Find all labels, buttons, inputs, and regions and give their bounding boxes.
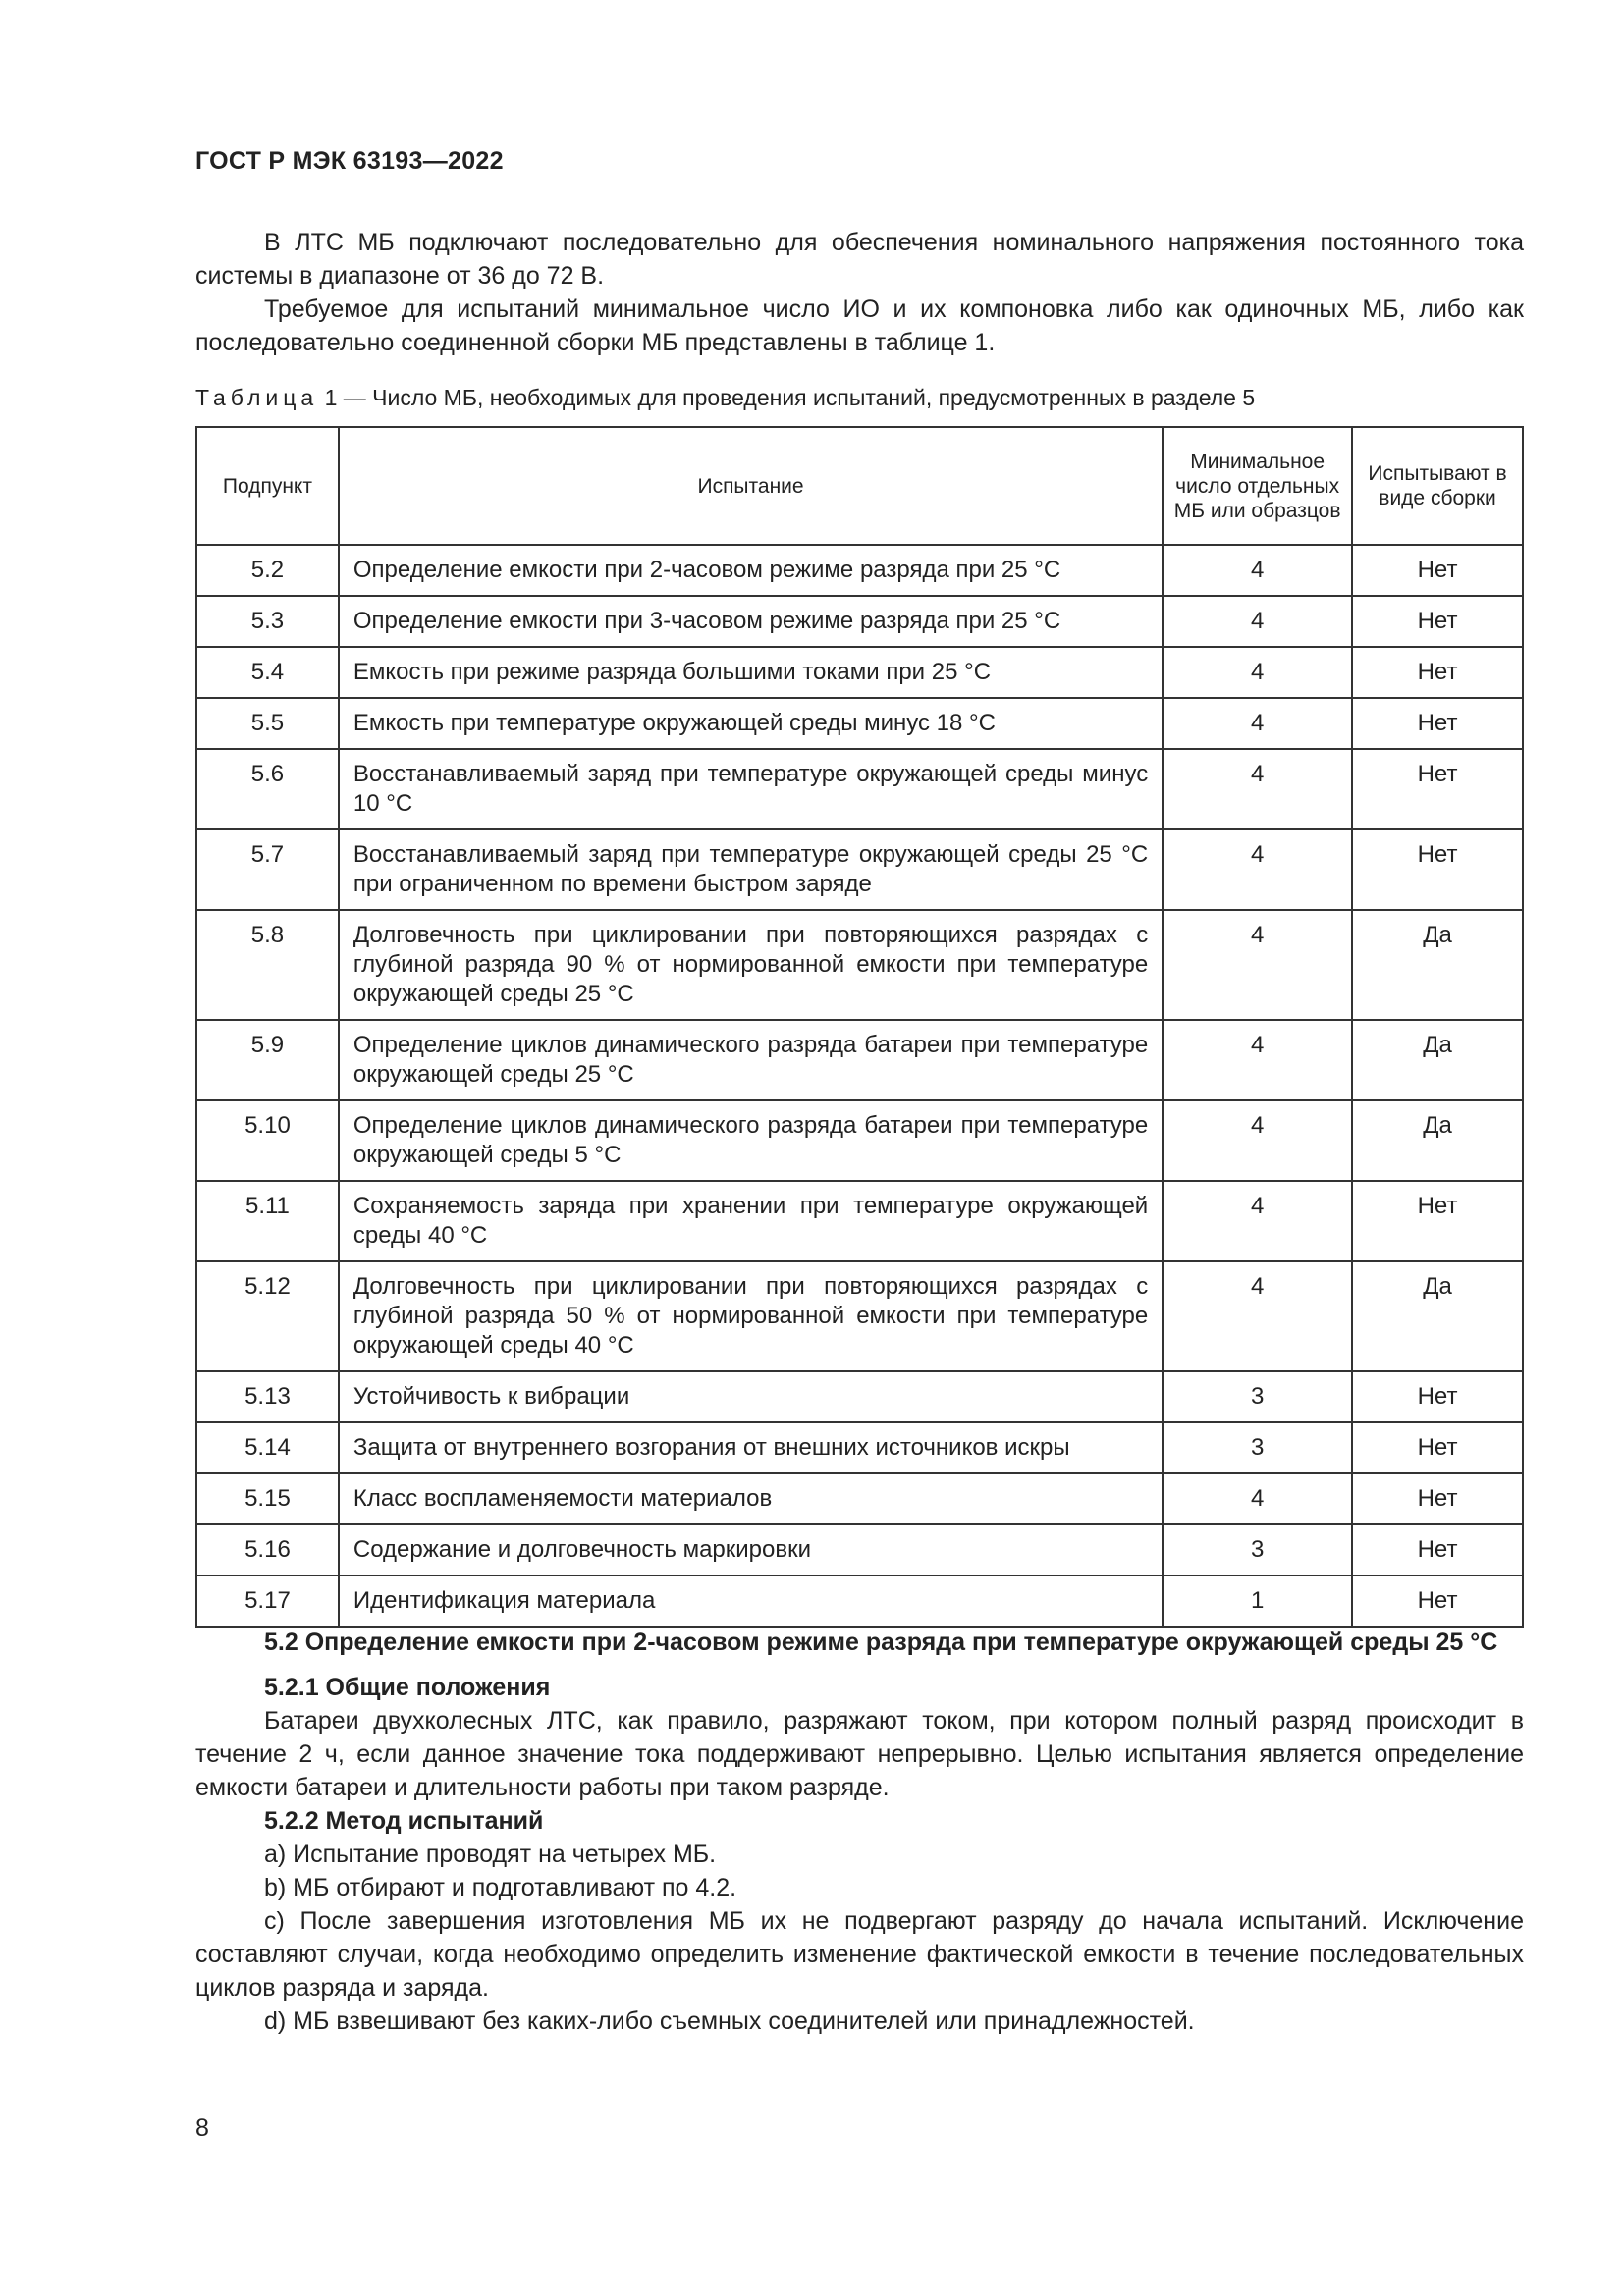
table-header-row <box>196 427 1523 545</box>
method-item: a) Испытание проводят на четырех МБ. <box>264 1841 717 1868</box>
cell-test: Емкость при режиме разряда большими токами при 25 °С <box>339 647 1163 698</box>
method-item: c) После завершения изготовления МБ их не подвергают разряду до начала испытаний. Исключение составляют случаи, когда необходимо определить изменение фактической емкости в течение последовательных циклов разряда и заряда. <box>195 1907 1524 2002</box>
cell-min-count: 4 <box>1163 1100 1352 1181</box>
cell-min-count: 3 <box>1163 1422 1352 1473</box>
cell-subclause: 5.7 <box>196 829 339 910</box>
cell-assembly: Да <box>1352 910 1523 1020</box>
table-row <box>196 1371 1523 1422</box>
cell-subclause: 5.13 <box>196 1371 339 1422</box>
table-row <box>196 596 1523 647</box>
cell-assembly: Нет <box>1352 829 1523 910</box>
general-paragraph: Батареи двухколесных ЛТС, как правило, разряжают током, при котором полный разряд происходит в течение 2 ч, если данное значение тока поддерживают непрерывно. Целью испытания является определение емкости батареи и длительности работы при таком разряде. <box>195 1707 1524 1801</box>
page-number: 8 <box>195 2114 209 2142</box>
cell-test: Класс воспламеняемости материалов <box>339 1473 1163 1524</box>
intro-paragraph: Требуемое для испытаний минимальное число ИО и их компоновка либо как одиночных МБ, либо как последовательно соединенной сборки МБ представлены в таблице 1. <box>195 295 1524 356</box>
cell-min-count: 1 <box>1163 1575 1352 1627</box>
method-item: d) МБ взвешивают без каких-либо съемных соединителей или принадлежностей. <box>264 2007 1195 2035</box>
table-caption <box>195 383 1524 412</box>
table-body <box>196 545 1523 1627</box>
cell-test: Определение циклов динамического разряда батареи при температуре окружающей среды 25 °С <box>339 1020 1163 1100</box>
cell-min-count: 4 <box>1163 1181 1352 1261</box>
header-assembly: Испытывают в виде сборки <box>1352 427 1523 545</box>
cell-assembly: Нет <box>1352 647 1523 698</box>
intro-paragraph: В ЛТС МБ подключают последовательно для обеспечения номинального напряжения постоянного тока системы в диапазоне от 36 до 72 В. <box>195 229 1524 290</box>
section-5-2 <box>195 1626 1524 2038</box>
table-row <box>196 1575 1523 1627</box>
cell-subclause: 5.4 <box>196 647 339 698</box>
table-row <box>196 545 1523 596</box>
cell-assembly: Нет <box>1352 1575 1523 1627</box>
table-caption-text: 1 — Число МБ, необходимых для проведения испытаний, предусмотренных в разделе 5 <box>318 385 1256 410</box>
table-row <box>196 1020 1523 1100</box>
table-row <box>196 1524 1523 1575</box>
method-item: b) МБ отбирают и подготавливают по 4.2. <box>264 1874 737 1901</box>
cell-min-count: 4 <box>1163 698 1352 749</box>
cell-min-count: 4 <box>1163 1473 1352 1524</box>
cell-subclause: 5.2 <box>196 545 339 596</box>
cell-subclause: 5.17 <box>196 1575 339 1627</box>
cell-assembly: Нет <box>1352 1422 1523 1473</box>
cell-test: Сохраняемость заряда при хранении при температуре окружающей среды 40 °С <box>339 1181 1163 1261</box>
cell-min-count: 4 <box>1163 596 1352 647</box>
cell-assembly: Да <box>1352 1261 1523 1371</box>
cell-assembly: Нет <box>1352 749 1523 829</box>
table-caption-label: Таблица <box>195 385 319 410</box>
cell-subclause: 5.3 <box>196 596 339 647</box>
cell-assembly: Да <box>1352 1100 1523 1181</box>
table-row <box>196 698 1523 749</box>
cell-test: Содержание и долговечность маркировки <box>339 1524 1163 1575</box>
tests-table <box>195 426 1524 1628</box>
cell-subclause: 5.14 <box>196 1422 339 1473</box>
cell-subclause: 5.11 <box>196 1181 339 1261</box>
cell-subclause: 5.15 <box>196 1473 339 1524</box>
cell-test: Защита от внутреннего возгорания от внешних источников искры <box>339 1422 1163 1473</box>
cell-test: Определение циклов динамического разряда батареи при температуре окружающей среды 5 °С <box>339 1100 1163 1181</box>
cell-min-count: 3 <box>1163 1524 1352 1575</box>
cell-test: Восстанавливаемый заряд при температуре окружающей среды минус 10 °С <box>339 749 1163 829</box>
section-heading: 5.2 Определение емкости при 2-часовом режиме разряда при температуре окружающей среды 25 °С <box>264 1629 1498 1656</box>
cell-test: Идентификация материала <box>339 1575 1163 1627</box>
cell-assembly: Нет <box>1352 698 1523 749</box>
cell-assembly: Нет <box>1352 545 1523 596</box>
cell-assembly: Да <box>1352 1020 1523 1100</box>
cell-subclause: 5.8 <box>196 910 339 1020</box>
cell-min-count: 4 <box>1163 1261 1352 1371</box>
cell-min-count: 4 <box>1163 545 1352 596</box>
cell-subclause: 5.10 <box>196 1100 339 1181</box>
cell-min-count: 4 <box>1163 910 1352 1020</box>
table-row <box>196 1473 1523 1524</box>
cell-subclause: 5.6 <box>196 749 339 829</box>
cell-test: Емкость при температуре окружающей среды минус 18 °С <box>339 698 1163 749</box>
cell-test: Определение емкости при 2-часовом режиме разряда при 25 °С <box>339 545 1163 596</box>
table-row <box>196 1422 1523 1473</box>
intro-text <box>195 226 1524 359</box>
cell-subclause: 5.12 <box>196 1261 339 1371</box>
table-row <box>196 1100 1523 1181</box>
cell-assembly: Нет <box>1352 1181 1523 1261</box>
cell-subclause: 5.9 <box>196 1020 339 1100</box>
table-row <box>196 647 1523 698</box>
cell-assembly: Нет <box>1352 1371 1523 1422</box>
table-row <box>196 1261 1523 1371</box>
document-header: ГОСТ Р МЭК 63193—2022 <box>195 147 504 175</box>
cell-test: Долговечность при циклировании при повторяющихся разрядах с глубиной разряда 50 % от нормированной емкости при температуре окружающей среды 40 °С <box>339 1261 1163 1371</box>
cell-test: Долговечность при циклировании при повторяющихся разрядах с глубиной разряда 90 % от нормированной емкости при температуре окружающей среды 25 °С <box>339 910 1163 1020</box>
header-min-count: Минимальное число отдельных МБ или образцов <box>1163 427 1352 545</box>
cell-test: Устойчивость к вибрации <box>339 1371 1163 1422</box>
cell-assembly: Нет <box>1352 596 1523 647</box>
cell-assembly: Нет <box>1352 1524 1523 1575</box>
cell-min-count: 4 <box>1163 749 1352 829</box>
cell-min-count: 4 <box>1163 1020 1352 1100</box>
header-subclause: Подпункт <box>196 427 339 545</box>
cell-subclause: 5.5 <box>196 698 339 749</box>
table-row <box>196 910 1523 1020</box>
subsection-heading-general: 5.2.1 Общие положения <box>264 1674 551 1701</box>
table-row <box>196 829 1523 910</box>
table-row <box>196 1181 1523 1261</box>
cell-min-count: 4 <box>1163 647 1352 698</box>
cell-assembly: Нет <box>1352 1473 1523 1524</box>
header-test: Испытание <box>339 427 1163 545</box>
table-row <box>196 749 1523 829</box>
cell-min-count: 4 <box>1163 829 1352 910</box>
cell-test: Восстанавливаемый заряд при температуре окружающей среды 25 °С при ограниченном по времени быстром заряде <box>339 829 1163 910</box>
cell-subclause: 5.16 <box>196 1524 339 1575</box>
cell-test: Определение емкости при 3-часовом режиме разряда при 25 °С <box>339 596 1163 647</box>
subsection-heading-method: 5.2.2 Метод испытаний <box>264 1807 544 1835</box>
cell-min-count: 3 <box>1163 1371 1352 1422</box>
